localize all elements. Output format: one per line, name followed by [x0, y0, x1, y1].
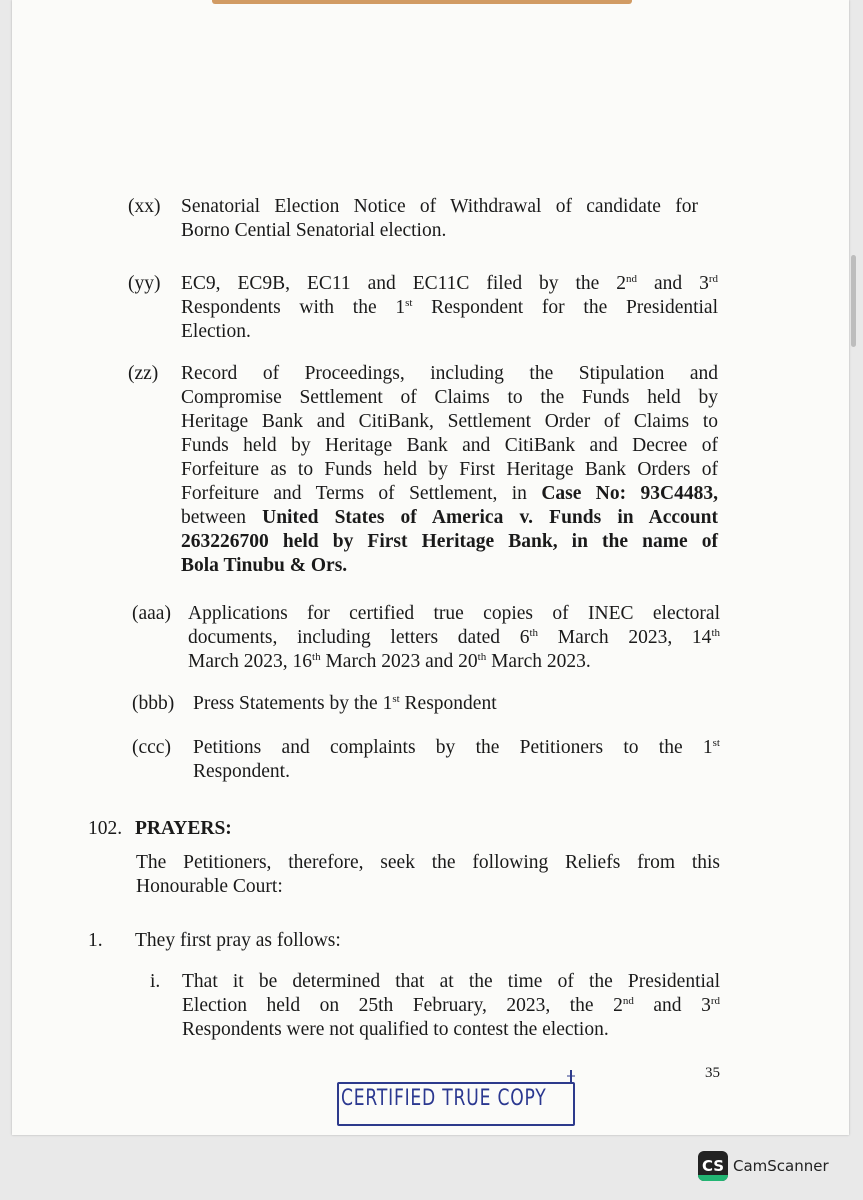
list-item-yy	[128, 272, 718, 344]
item-line: Press Statements by the 1st Respondent	[193, 693, 497, 714]
top-edge-band	[212, 0, 632, 4]
item-line: Heritage Bank and CitiBank, Settlement Order of Claims to	[181, 411, 718, 432]
relief-number: 1.	[88, 930, 103, 951]
item-label: (xx)	[128, 196, 161, 217]
item-line: Funds held by Heritage Bank and CitiBank and Decree of	[181, 435, 718, 456]
item-line: March 2023, 16th March 2023 and 20th March 2023.	[188, 651, 591, 672]
scrollbar-thumb[interactable]	[851, 255, 856, 347]
relief-text: They first pray as follows:	[135, 930, 341, 951]
item-label: (zz)	[128, 363, 159, 384]
section-number: 102.	[88, 818, 123, 839]
item-line: Compromise Settlement of Claims to the Funds held by	[181, 387, 718, 408]
item-line: Respondent.	[193, 761, 290, 782]
item-line: Forfeiture as to Funds held by First Heritage Bank Orders of	[181, 459, 718, 480]
item-label: (aaa)	[132, 603, 171, 624]
item-line: Bola Tinubu & Ors.	[181, 555, 348, 576]
camscanner-name: CamScanner	[733, 1157, 829, 1175]
item-label: (bbb)	[132, 693, 175, 714]
item-line: Election.	[181, 321, 251, 342]
intro-line: The Petitioners, therefore, seek the following Reliefs from this	[136, 852, 720, 873]
intro-line: Honourable Court:	[136, 876, 283, 897]
intro-paragraph	[136, 851, 720, 899]
item-line: Forfeiture and Terms of Settlement, in Case No: 93C4483,	[181, 483, 718, 504]
list-item-bbb	[132, 692, 720, 716]
document-page	[12, 0, 849, 1135]
list-item-xx	[128, 195, 698, 243]
certified-stamp	[335, 1068, 579, 1126]
item-line: Respondents with the 1st Respondent for the Presidential	[181, 297, 719, 318]
item-line: documents, including letters dated 6th March 2023, 14th	[188, 627, 720, 648]
item-line: between United States of America v. Funds in Account	[181, 507, 718, 528]
item-line: EC9, EC9B, EC11 and EC11C filed by the 2nd and 3rd	[181, 273, 719, 294]
list-item-zz	[128, 362, 718, 578]
camscanner-watermark	[698, 1151, 829, 1181]
item-line: Record of Proceedings, including the Stipulation and	[181, 363, 718, 384]
subrelief-line: Respondents were not qualified to contest the election.	[182, 1019, 609, 1040]
camscanner-logo-icon: CS	[698, 1151, 728, 1181]
subrelief-line: Election held on 25th February, 2023, the 2nd and 3rd	[182, 995, 720, 1016]
item-line: Petitions and complaints by the Petitioners to the 1st	[193, 737, 720, 758]
list-item-aaa	[132, 602, 720, 674]
stamp-text: CERTIFIED TRUE COPY	[341, 1086, 547, 1111]
page-number: 35	[705, 1065, 720, 1081]
subrelief-line: That it be determined that at the time of the Presidential	[182, 971, 720, 992]
item-line: Senatorial Election Notice of Withdrawal of candidate for	[181, 196, 698, 217]
section-title: PRAYERS:	[135, 818, 232, 839]
item-label: (yy)	[128, 273, 161, 294]
item-label: (ccc)	[132, 737, 171, 758]
subrelief-item	[150, 970, 720, 1042]
item-line: Applications for certified true copies of INEC electoral	[188, 603, 720, 624]
item-line: 263226700 held by First Heritage Bank, in the name of	[181, 531, 718, 552]
item-line: Borno Cential Senatorial election.	[181, 220, 447, 241]
subrelief-number: i.	[150, 971, 161, 992]
list-item-ccc	[132, 736, 720, 784]
